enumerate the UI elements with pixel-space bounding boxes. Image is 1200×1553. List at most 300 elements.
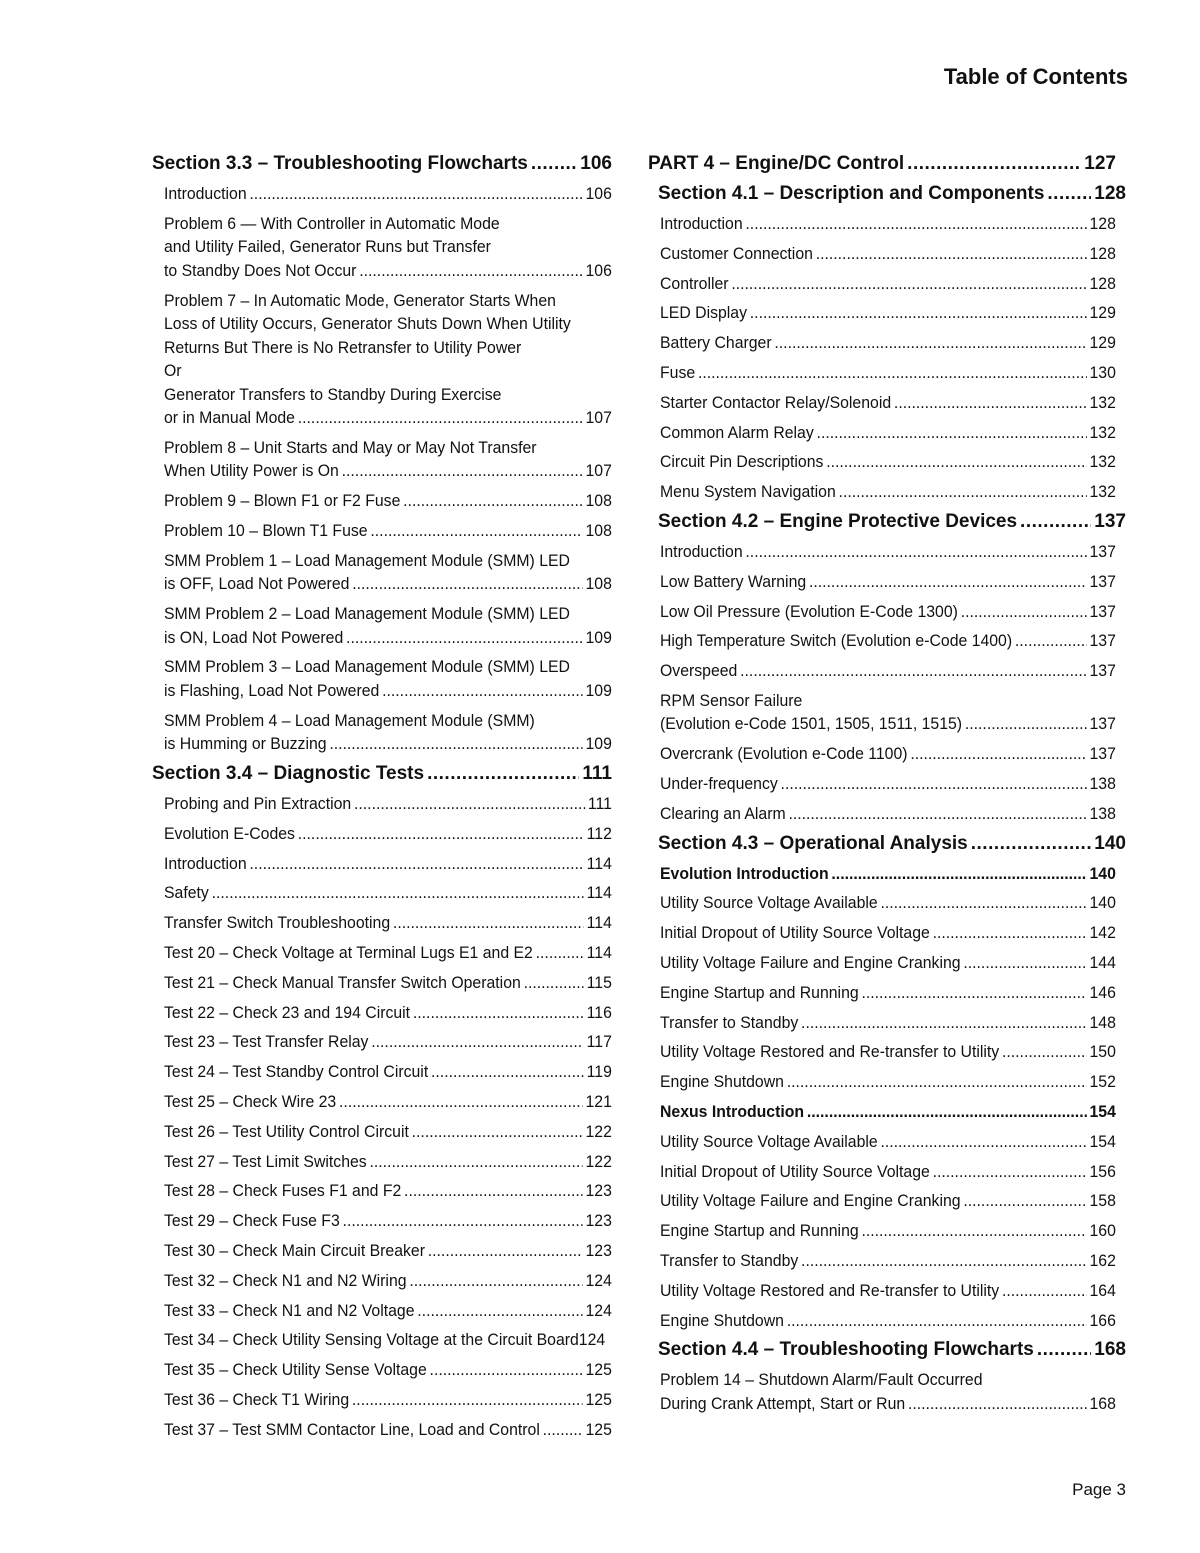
toc-entry[interactable]	[152, 436, 612, 483]
toc-entry-title: is Humming or Buzzing	[164, 734, 327, 754]
toc-entry-title: Test 28 – Check Fuses F1 and F2	[164, 1181, 402, 1201]
toc-entry-row	[164, 1179, 612, 1203]
toc-entry[interactable]	[648, 1368, 1116, 1415]
toc-entry-title: (Evolution e-Code 1501, 1505, 1511, 1515)	[660, 714, 963, 734]
toc-entry[interactable]	[648, 331, 1116, 355]
toc-page-number: 154	[1089, 1102, 1116, 1122]
toc-entry-row	[660, 921, 1116, 945]
toc-leader-dots	[933, 921, 1087, 945]
toc-entry[interactable]	[152, 1090, 612, 1114]
toc-leader-dots	[750, 301, 1087, 325]
toc-entry[interactable]	[152, 852, 612, 876]
toc-entry[interactable]	[152, 1060, 612, 1084]
toc-entry-title: Menu System Navigation	[660, 482, 836, 502]
toc-page-number: 168	[1094, 1339, 1126, 1361]
toc-page-number: 124	[578, 1330, 606, 1350]
toc-entry-line: Returns But There is No Retransfer to Utility Power	[164, 337, 522, 357]
toc-entry[interactable]	[152, 971, 612, 995]
toc-entry[interactable]	[152, 212, 612, 283]
toc-entry-row	[660, 212, 1116, 236]
toc-page-number: 142	[1089, 923, 1116, 943]
toc-entry[interactable]	[648, 600, 1116, 624]
toc-entry-title: Problem 10 – Blown T1 Fuse	[164, 520, 368, 540]
toc-entry-title: Utility Source Voltage Available	[660, 893, 878, 913]
toc-entry-title: During Crank Attempt, Start or Run	[660, 1393, 906, 1413]
toc-entry-title: Evolution E-Codes	[164, 823, 295, 843]
toc-entry[interactable]	[152, 1388, 612, 1412]
toc-leader-dots	[965, 712, 1087, 736]
toc-leader-dots	[787, 1070, 1087, 1094]
toc-entry-row	[660, 951, 1116, 975]
toc-page-number: 137	[1089, 601, 1116, 621]
toc-section-title: Section 4.1 – Description and Components	[658, 183, 1045, 204]
toc-leader-dots	[404, 1179, 583, 1203]
toc-entry[interactable]	[648, 242, 1116, 266]
toc-entry-row	[660, 802, 1116, 826]
toc-entry-title: Test 23 – Test Transfer Relay	[164, 1032, 369, 1052]
toc-entry-title: Test 34 – Check Utility Sensing Voltage at the Circuit Board	[164, 1330, 579, 1350]
toc-page-number: 148	[1089, 1012, 1116, 1032]
toc-entry[interactable]	[648, 212, 1116, 236]
toc-page-number: 140	[1089, 893, 1116, 913]
toc-entry-title: Utility Voltage Restored and Re-transfer to Utility	[660, 1280, 1000, 1300]
toc-entry-title: Circuit Pin Descriptions	[660, 452, 824, 472]
toc-leader-dots	[698, 361, 1087, 385]
toc-entry[interactable]	[648, 272, 1116, 296]
toc-entry-title: Starter Contactor Relay/Solenoid	[660, 392, 892, 412]
toc-entry-row	[164, 1001, 612, 1025]
toc-section-title: Section 4.3 – Operational Analysis	[658, 832, 968, 854]
toc-section-title: PART 4 – Engine/DC Control	[648, 153, 905, 174]
toc-entry-row	[164, 519, 612, 543]
toc-page-number: 121	[585, 1091, 612, 1111]
toc-entry-row	[660, 242, 1116, 266]
toc-leader-dots	[382, 679, 583, 703]
toc-leader-dots	[861, 1219, 1086, 1243]
toc-entry-title: Introduction	[660, 541, 743, 561]
toc-entry[interactable]	[648, 480, 1116, 504]
toc-entry-row	[660, 862, 1116, 886]
toc-entry-title: Under-frequency	[660, 774, 778, 794]
toc-entry-row	[660, 421, 1116, 445]
toc-page-number: 154	[1089, 1131, 1116, 1151]
toc-page-number: 107	[585, 408, 612, 428]
toc-entry-row	[164, 1090, 612, 1114]
toc-entry[interactable]	[152, 881, 612, 905]
toc-entry[interactable]	[648, 1249, 1116, 1273]
toc-leader-dots	[339, 1090, 583, 1114]
toc-leader-dots	[370, 519, 582, 543]
toc-entry-row	[164, 1120, 612, 1144]
toc-page-number: 137	[1089, 661, 1116, 681]
toc-entry-row	[164, 792, 612, 816]
toc-leader-dots	[249, 852, 583, 876]
toc-entry[interactable]	[152, 1269, 612, 1293]
toc-entry-row	[660, 1249, 1116, 1273]
toc-section-heading[interactable]	[648, 1338, 1126, 1362]
toc-leader-dots	[1015, 629, 1087, 653]
toc-section-heading[interactable]	[648, 182, 1126, 206]
toc-leader-dots	[428, 1239, 583, 1263]
toc-page-number: 123	[585, 1240, 612, 1260]
toc-leader-dots	[907, 152, 1081, 176]
toc-entry-title: Probing and Pin Extraction	[164, 793, 352, 813]
toc-entry[interactable]	[648, 1011, 1116, 1035]
toc-entry[interactable]	[152, 519, 612, 543]
toc-entry-title: Problem 9 – Blown F1 or F2 Fuse	[164, 491, 401, 511]
toc-entry-title: Utility Voltage Failure and Engine Cranking	[660, 953, 961, 973]
toc-entry-row	[660, 570, 1116, 594]
toc-entry-row	[660, 629, 1116, 653]
toc-entry-title: to Standby Does Not Occur	[164, 260, 357, 280]
toc-entry[interactable]	[152, 1358, 612, 1382]
toc-entry[interactable]	[648, 421, 1116, 445]
toc-page-number: 129	[1089, 333, 1116, 353]
toc-section-title: Section 4.2 – Engine Protective Devices	[658, 510, 1018, 532]
toc-page-number: 109	[585, 734, 612, 754]
toc-entry-title: Utility Source Voltage Available	[660, 1131, 878, 1151]
toc-entry[interactable]	[648, 450, 1116, 474]
toc-entry[interactable]	[648, 1130, 1116, 1154]
toc-entry-row	[164, 881, 612, 905]
toc-page-number: 106	[585, 260, 612, 280]
toc-entry-title: Nexus Introduction	[660, 1102, 805, 1122]
toc-entry-title: Common Alarm Relay	[660, 422, 814, 442]
toc-leader-dots	[745, 212, 1086, 236]
toc-entry[interactable]	[152, 1418, 612, 1442]
toc-entry[interactable]	[152, 489, 612, 513]
toc-entry-line: SMM Problem 2 – Load Management Module (SMM) LED	[164, 604, 570, 624]
toc-page-number: 137	[1089, 744, 1116, 764]
toc-page-number: 132	[1089, 422, 1116, 442]
toc-page-number: 128	[1094, 183, 1126, 204]
toc-entry[interactable]	[648, 1189, 1116, 1213]
toc-entry-row	[660, 1040, 1116, 1064]
toc-section-heading[interactable]	[152, 762, 612, 786]
toc-entry-line: Generator Transfers to Standby During Exercise	[164, 384, 502, 404]
toc-page-number: 125	[585, 1389, 612, 1409]
toc-entry[interactable]	[648, 1100, 1116, 1124]
toc-entry[interactable]	[152, 709, 612, 756]
toc-page-number: 108	[585, 491, 612, 511]
toc-leader-dots	[249, 182, 582, 206]
toc-entry-row	[660, 1070, 1116, 1094]
toc-entry-title: Customer Connection	[660, 243, 813, 263]
toc-entry-title: Fuse	[660, 362, 696, 382]
toc-entry-title: Engine Shutdown	[660, 1072, 784, 1092]
page-title: Table of Contents	[943, 64, 1128, 89]
toc-page-number: 140	[1089, 863, 1116, 883]
toc-entry-line: SMM Problem 1 – Load Management Module (SMM) LED	[164, 550, 570, 570]
toc-page-number: 144	[1089, 953, 1116, 973]
toc-leader-dots	[403, 489, 583, 513]
toc-entry[interactable]	[648, 891, 1116, 915]
toc-entry[interactable]	[648, 981, 1116, 1005]
toc-leader-dots	[352, 1388, 583, 1412]
toc-entry[interactable]	[152, 1299, 612, 1323]
toc-entry-title: Utility Voltage Restored and Re-transfer to Utility	[660, 1042, 1000, 1062]
toc-entry[interactable]	[152, 1001, 612, 1025]
toc-entry[interactable]	[152, 792, 612, 816]
toc-section-heading[interactable]	[152, 152, 612, 176]
toc-entry-row	[164, 941, 612, 965]
toc-entry[interactable]	[648, 951, 1116, 975]
toc-entry[interactable]	[152, 289, 612, 430]
toc-entry-title: Utility Voltage Failure and Engine Cranking	[660, 1191, 961, 1211]
toc-leader-dots	[745, 540, 1086, 564]
toc-entry-title: Battery Charger	[660, 333, 772, 353]
toc-entry[interactable]	[648, 301, 1116, 325]
toc-page-number: 158	[1089, 1191, 1116, 1211]
toc-entry-title: Test 26 – Test Utility Control Circuit	[164, 1121, 409, 1141]
toc-section-title: Section 4.4 – Troubleshooting Flowcharts	[658, 1339, 1034, 1361]
toc-page-number: 138	[1089, 774, 1116, 794]
toc-entry[interactable]	[648, 1040, 1116, 1064]
toc-entry-title: Test 30 – Check Main Circuit Breaker	[164, 1240, 425, 1260]
toc-leader-dots	[787, 1309, 1087, 1333]
toc-page-number: 114	[586, 942, 612, 962]
toc-entry-row	[164, 1299, 612, 1323]
toc-leader-dots	[963, 951, 1086, 975]
toc-entry[interactable]	[648, 772, 1116, 796]
toc-page-number: 119	[586, 1062, 612, 1082]
toc-leader-dots	[371, 1030, 584, 1054]
toc-entry-title: Engine Shutdown	[660, 1310, 784, 1330]
toc-entry-line: SMM Problem 4 – Load Management Module (SMM)	[164, 710, 535, 730]
toc-entry-title: When Utility Power is On	[164, 461, 339, 481]
toc-entry[interactable]	[152, 1239, 612, 1263]
toc-entry[interactable]	[648, 1309, 1116, 1333]
toc-page-number: 114	[586, 853, 612, 873]
toc-section-title: Section 3.4 – Diagnostic Tests	[152, 762, 425, 784]
toc-entry-row	[164, 459, 612, 483]
toc-page-number: 132	[1089, 482, 1116, 502]
toc-entry[interactable]	[648, 570, 1116, 594]
toc-part-heading[interactable]	[648, 152, 1116, 176]
toc-column-left	[152, 152, 612, 1448]
toc-leader-dots	[352, 572, 582, 596]
toc-entry[interactable]	[648, 391, 1116, 415]
toc-entry-row	[164, 572, 612, 596]
toc-entry-row	[660, 1100, 1116, 1124]
toc-entry-title: Test 32 – Check N1 and N2 Wiring	[164, 1270, 407, 1290]
toc-leader-dots	[409, 1269, 582, 1293]
toc-entry-title: Test 35 – Check Utility Sense Voltage	[164, 1360, 427, 1380]
toc-entry-line: and Utility Failed, Generator Runs but Transfer	[164, 237, 491, 257]
toc-leader-dots	[431, 1060, 584, 1084]
toc-leader-dots	[809, 570, 1087, 594]
toc-leader-dots	[880, 1130, 1086, 1154]
toc-entry[interactable]	[648, 659, 1116, 683]
toc-page-number: 137	[1089, 714, 1116, 734]
toc-page-number: 128	[1089, 243, 1116, 263]
toc-entry-title: is Flashing, Load Not Powered	[164, 680, 380, 700]
toc-entry-title: Safety	[164, 883, 209, 903]
toc-leader-dots	[933, 1160, 1087, 1184]
toc-entry-row	[164, 406, 612, 430]
toc-page-number: 128	[1089, 273, 1116, 293]
toc-entry[interactable]	[648, 802, 1116, 826]
toc-page-number: 128	[1089, 214, 1116, 233]
toc-entry[interactable]	[648, 1160, 1116, 1184]
toc-entry-row	[660, 891, 1116, 915]
toc-entry-title: Test 29 – Check Fuse F3	[164, 1211, 340, 1231]
toc-leader-dots	[740, 659, 1087, 683]
toc-entry-row	[164, 822, 612, 846]
toc-entry-row	[164, 852, 612, 876]
toc-entry-title: or in Manual Mode	[164, 408, 295, 428]
toc-entry[interactable]	[152, 1179, 612, 1203]
toc-page-number: 123	[585, 1211, 612, 1231]
toc-entry-line: RPM Sensor Failure	[660, 690, 803, 710]
toc-entry-title: Introduction	[164, 184, 247, 203]
toc-entry[interactable]	[648, 1219, 1116, 1243]
toc-entry-row	[164, 1150, 612, 1174]
toc-page-number: 115	[586, 972, 612, 992]
toc-entry[interactable]	[648, 921, 1116, 945]
toc-leader-dots	[908, 1392, 1087, 1416]
toc-leader-dots	[774, 331, 1086, 355]
page-number: Page 3	[1072, 1480, 1126, 1499]
toc-leader-dots	[880, 891, 1086, 915]
toc-entry[interactable]	[152, 941, 612, 965]
toc-leader-dots	[1037, 1338, 1091, 1362]
toc-entry-title: Test 36 – Check T1 Wiring	[164, 1389, 350, 1409]
toc-entry-row	[660, 1160, 1116, 1184]
toc-leader-dots	[839, 480, 1087, 504]
toc-entry[interactable]	[152, 1150, 612, 1174]
toc-page-number: 111	[587, 793, 612, 813]
toc-entry[interactable]	[152, 1120, 612, 1144]
toc-entry-row	[164, 1269, 612, 1293]
toc-leader-dots	[1002, 1040, 1087, 1064]
toc-page-number: 108	[585, 520, 612, 540]
toc-page-number: 114	[586, 913, 612, 933]
toc-entry[interactable]	[648, 540, 1116, 564]
toc-entry-row	[164, 1239, 612, 1263]
toc-entry-title: Introduction	[660, 214, 743, 233]
toc-leader-dots	[354, 792, 585, 816]
toc-entry[interactable]	[152, 1209, 612, 1233]
toc-page-number: 114	[586, 883, 612, 903]
toc-leader-dots	[910, 742, 1086, 766]
toc-page-number: 116	[586, 1002, 612, 1022]
toc-entry-line: Or	[164, 361, 182, 381]
toc-page-number: 152	[1089, 1072, 1116, 1092]
toc-entry[interactable]	[648, 361, 1116, 385]
toc-leader-dots	[817, 421, 1087, 445]
toc-entry[interactable]	[648, 1279, 1116, 1303]
toc-leader-dots	[963, 1189, 1086, 1213]
toc-entry-line: Loss of Utility Occurs, Generator Shuts Down When Utility	[164, 314, 571, 334]
toc-page-number: 125	[585, 1360, 612, 1380]
toc-leader-dots	[298, 822, 584, 846]
toc-entry[interactable]	[152, 655, 612, 702]
toc-entry-row	[164, 626, 612, 650]
toc-entry-title: is ON, Load Not Powered	[164, 627, 344, 647]
toc-page-number: 108	[585, 574, 612, 594]
toc-entry-row	[164, 1030, 612, 1054]
toc-page-number: 138	[1089, 803, 1116, 823]
toc-section-heading[interactable]	[648, 832, 1126, 856]
toc-entry-row	[660, 1189, 1116, 1213]
toc-leader-dots	[531, 152, 577, 176]
toc-entry-title: Introduction	[164, 853, 247, 873]
toc-entry[interactable]	[152, 602, 612, 649]
toc-entry[interactable]	[152, 182, 612, 206]
toc-leader-dots	[801, 1011, 1087, 1035]
toc-page-number: 122	[585, 1151, 612, 1171]
toc-entry[interactable]	[648, 742, 1116, 766]
toc-leader-dots	[861, 981, 1086, 1005]
toc-page-number: 146	[1089, 982, 1116, 1002]
toc-entry-row	[164, 489, 612, 513]
toc-entry-title: Overspeed	[660, 661, 738, 681]
toc-entry[interactable]	[648, 689, 1116, 736]
toc-page-number: 137	[1089, 571, 1116, 591]
toc-entry-row	[660, 742, 1116, 766]
toc-leader-dots	[831, 862, 1086, 886]
toc-entry-row	[164, 182, 612, 206]
toc-leader-dots	[393, 911, 584, 935]
toc-page-number: 109	[585, 680, 612, 700]
toc-entry-row	[660, 772, 1116, 796]
toc-entry[interactable]	[152, 549, 612, 596]
toc-entry[interactable]	[648, 1070, 1116, 1094]
toc-entry-row	[660, 1279, 1116, 1303]
toc-leader-dots	[816, 242, 1087, 266]
toc-entry-row	[660, 301, 1116, 325]
toc-page-number: 125	[585, 1419, 612, 1439]
toc-page-number: 122	[585, 1121, 612, 1141]
toc-entry[interactable]	[152, 911, 612, 935]
toc-entry[interactable]	[152, 1328, 612, 1352]
toc-leader-dots	[413, 1001, 584, 1025]
toc-page-number: 106	[585, 184, 612, 203]
toc-entry-title: is OFF, Load Not Powered	[164, 574, 350, 594]
toc-entry-line: SMM Problem 3 – Load Management Module (SMM) LED	[164, 657, 570, 677]
toc-section-title: Section 3.3 – Troubleshooting Flowcharts	[152, 153, 528, 174]
toc-entry-title: Test 27 – Test Limit Switches	[164, 1151, 367, 1171]
toc-entry[interactable]	[648, 629, 1116, 653]
toc-leader-dots	[731, 272, 1086, 296]
toc-page-number: 137	[1094, 510, 1126, 532]
toc-page-number: 140	[1094, 832, 1126, 854]
toc-leader-dots	[343, 1209, 583, 1233]
toc-page-number: 112	[586, 823, 612, 843]
toc-leader-dots	[801, 1249, 1087, 1273]
toc-entry-row	[164, 971, 612, 995]
toc-page-number: 124	[585, 1270, 612, 1290]
toc-entry[interactable]	[648, 862, 1116, 886]
toc-entry-row	[660, 391, 1116, 415]
toc-entry-title: Engine Startup and Running	[660, 1221, 859, 1241]
toc-entry-title: LED Display	[660, 303, 747, 323]
toc-entry[interactable]	[152, 822, 612, 846]
toc-entry[interactable]	[152, 1030, 612, 1054]
toc-leader-dots	[826, 450, 1086, 474]
toc-entry-row	[660, 540, 1116, 564]
toc-entry-title: Test 37 – Test SMM Contactor Line, Load and Control	[164, 1419, 540, 1439]
toc-leader-dots	[369, 1150, 582, 1174]
toc-page-number: 123	[585, 1181, 612, 1201]
toc-entry-title: Initial Dropout of Utility Source Voltage	[660, 1161, 930, 1181]
toc-entry-row	[660, 1011, 1116, 1035]
toc-leader-dots	[298, 406, 583, 430]
toc-entry-row	[164, 1209, 612, 1233]
toc-section-heading[interactable]	[648, 510, 1126, 534]
toc-entry-line: Problem 6 — With Controller in Automatic Mode	[164, 213, 500, 233]
